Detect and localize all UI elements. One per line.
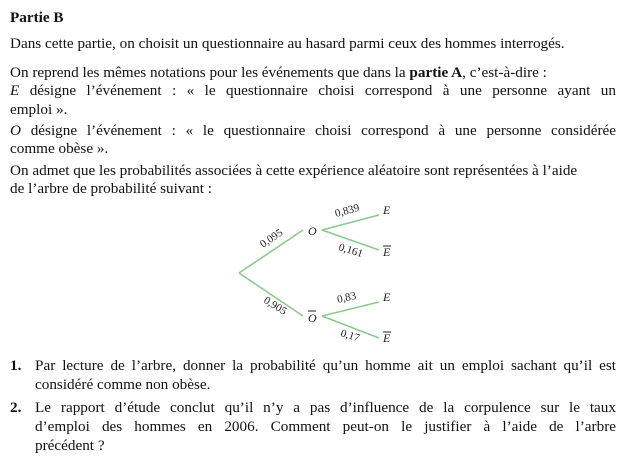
intro-paragraph: Dans cette partie, on choisit un questionnaire au hasard parmi ceux des hommes interrogés. xyxy=(10,35,565,52)
question-2-number: 2. xyxy=(10,399,22,416)
question-1-number: 1. xyxy=(10,357,22,374)
leaf-E-lower: E xyxy=(383,290,391,304)
event-e-symbol: E xyxy=(10,82,20,99)
event-o-symbol: O xyxy=(10,122,21,139)
leaf-Ebar-lower: E xyxy=(383,331,391,345)
admit-line-2: de l’arbre de probabilité suivant : xyxy=(10,180,213,197)
question-1 xyxy=(35,356,616,394)
node-Obar: O xyxy=(308,311,317,325)
prob-Ebar-given-O: 0,161 xyxy=(337,241,365,261)
question-2-line-2: d’emploi des hommes en 2006. Comment peut-on le justifier à l’aide de l’arbre xyxy=(35,418,616,435)
notation-text: On reprend les mêmes notations pour les événements que dans la xyxy=(10,64,410,81)
event-e-continued: emploi ». xyxy=(10,101,68,118)
tree-nodes xyxy=(308,203,391,345)
question-2-line-1: Le rapport d’étude conclut qu’il n’y a pas d’influence de la corpulence sur le taux xyxy=(35,399,616,416)
event-e-text: désigne l’événement : « le questionnaire choisi correspond à une personne ayant un xyxy=(19,82,616,99)
leaf-E-upper: E xyxy=(383,203,391,217)
question-1-line-1: Par lecture de l’arbre, donner la probabilité qu’un homme ait un emploi sachant qu’il est xyxy=(35,357,616,374)
event-o-text: désigne l’événement : « le questionnaire choisi correspond à une personne considérée xyxy=(20,122,616,139)
notation-text-end: , c’est-à-dire : xyxy=(462,64,547,81)
prob-E-given-Obar: 0,83 xyxy=(335,289,358,306)
question-2-line-3: précédent ? xyxy=(35,437,105,454)
section-title: Partie B xyxy=(10,9,64,26)
question-1-line-2: considéré comme non obèse. xyxy=(35,376,211,393)
partie-a-ref: partie A xyxy=(409,64,463,81)
leaf-Ebar-upper: E xyxy=(383,245,391,259)
event-o-continued: comme obèse ». xyxy=(10,140,109,157)
prob-Ebar-given-Obar: 0,17 xyxy=(339,327,362,345)
branch-Obar-to-E xyxy=(322,302,379,316)
prob-Obar: 0,905 xyxy=(261,294,289,318)
branch-O-to-E xyxy=(322,215,379,230)
prob-O: 0,095 xyxy=(257,226,286,251)
admit-line-1: On admet que les probabilités associées à cette expérience aléatoire sont représentées à l’aide xyxy=(10,162,578,179)
prob-E-given-O: 0,839 xyxy=(333,201,361,220)
question-2 xyxy=(35,398,616,455)
node-O: O xyxy=(308,224,317,238)
